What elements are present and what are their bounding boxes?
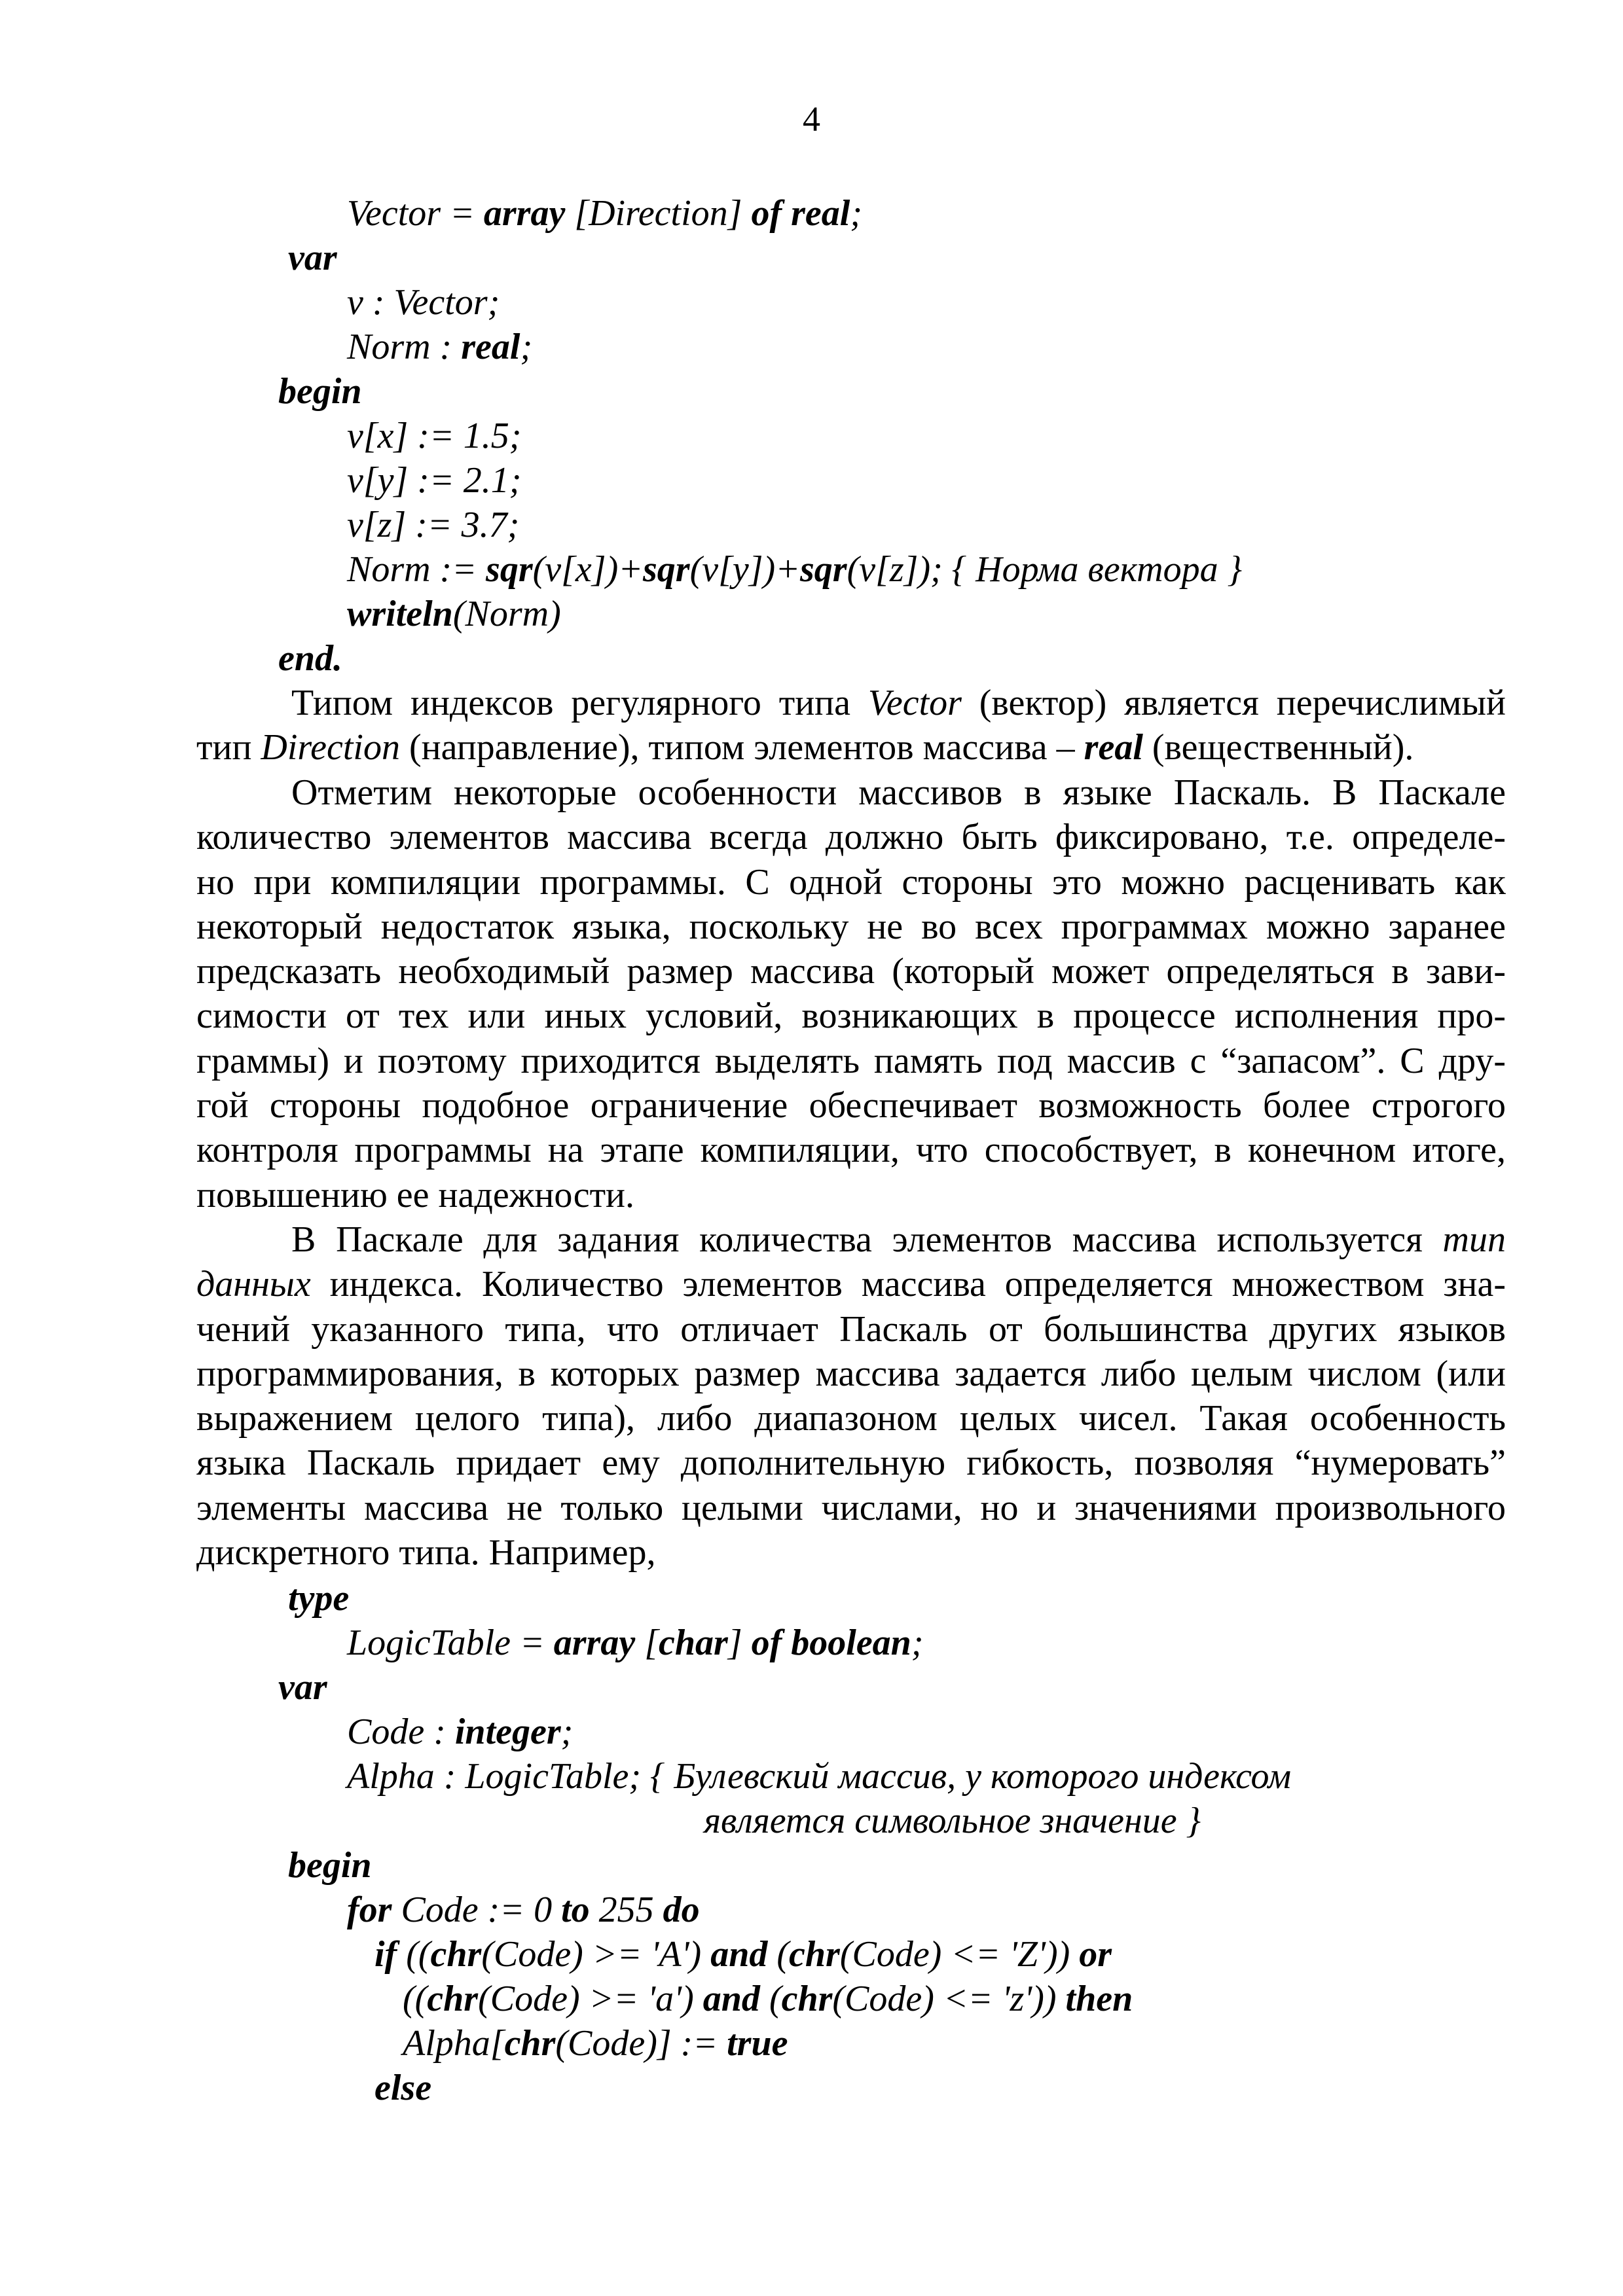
paragraph-line: предсказать необходимый размер массива (который может определяться в зави- <box>196 951 1506 992</box>
code-line: if ((chr(Code) >= 'A') and (chr(Code) <= 'Z')) or <box>374 1934 1112 1975</box>
code-line: Norm := sqr(v[x])+sqr(v[y])+sqr(v[z]); { Норма вектора } <box>347 549 1243 590</box>
page-number: 4 <box>803 99 820 139</box>
paragraph-line: данных индекса. Количество элементов массива определяется множеством зна- <box>196 1264 1506 1305</box>
code-line: var <box>288 238 337 278</box>
paragraph-line: дискретного типа. Например, <box>196 1532 656 1573</box>
paragraph-line: чений указанного типа, что отличает Паскаль от большинства других языков <box>196 1308 1506 1350</box>
code-line: writeln(Norm) <box>347 594 561 634</box>
code-line: Code : integer; <box>347 1712 574 1752</box>
code-line: Alpha : LogicTable; { Булевский массив, у которого индексом <box>347 1756 1292 1797</box>
code-line: является символьное значение } <box>704 1801 1201 1841</box>
code-line: else <box>374 2068 432 2108</box>
paragraph-line: элементы массива не только целыми числами, но и значениями произвольного <box>196 1487 1506 1528</box>
paragraph-line: повышению ее надежности. <box>196 1174 635 1215</box>
code-line: begin <box>278 371 362 412</box>
code-line: end. <box>278 638 342 679</box>
paragraph-line: количество элементов массива всегда должно быть фиксировано, т.е. определе- <box>196 817 1506 858</box>
paragraph-line: выражением целого типа), либо диапазоном целых чисел. Такая особенность <box>196 1398 1506 1439</box>
paragraph-1 <box>196 681 1506 770</box>
paragraph-line: но при компиляции программы. С одной стороны это можно расценивать как <box>196 861 1506 903</box>
code-line: v[y] := 2.1; <box>347 460 522 501</box>
paragraph-line: гой стороны подобное ограничение обеспечивает возможность более строгого <box>196 1085 1506 1126</box>
code-line: ((chr(Code) >= 'a') and (chr(Code) <= 'z')) then <box>403 1979 1133 2019</box>
paragraph-line: тип Direction (направление), типом элементов массива – real (вещественный). <box>196 727 1414 768</box>
paragraph-line: Отметим некоторые особенности массивов в языке Паскаль. В Паскале <box>291 772 1506 813</box>
code-line: v : Vector; <box>347 282 500 323</box>
paragraph-line: симости от тех или иных условий, возникающих в процессе исполнения про- <box>196 996 1506 1037</box>
paragraph-3 <box>196 1217 1506 1575</box>
code-line: Alpha[chr(Code)] := true <box>403 2023 788 2064</box>
paragraph-line: контроля программы на этапе компиляции, что способствует, в конечном итоге, <box>196 1130 1506 1171</box>
code-line: Norm : real; <box>347 327 533 367</box>
code-line: v[x] := 1.5; <box>347 416 522 456</box>
code-line: Vector = array [Direction] of real; <box>347 193 862 234</box>
code-line: for Code := 0 to 255 do <box>347 1890 700 1930</box>
paragraph-line: граммы) и поэтому приходится выделять память под массив с “запасом”. С дру- <box>196 1040 1506 1081</box>
code-line: v[z] := 3.7; <box>347 505 520 545</box>
code-line: LogicTable = array [char] of boolean; <box>347 1623 924 1663</box>
code-line: type <box>288 1578 350 1619</box>
paragraph-line: программирования, в которых размер массива задается либо целым числом (или <box>196 1353 1506 1394</box>
paragraph-line: Типом индексов регулярного типа Vector (вектор) является перечислимый <box>291 683 1506 723</box>
paragraph-line: некоторый недостаток языка, поскольку не во всех программах можно заранее <box>196 906 1506 947</box>
paragraph-line: языка Паскаль придает ему дополнительную гибкость, позволяя “нумеровать” <box>196 1443 1506 1484</box>
paragraph-line: В Паскале для задания количества элементов массива используется тип <box>291 1219 1506 1260</box>
paragraph-2 <box>196 770 1506 1217</box>
code-line: var <box>278 1667 327 1708</box>
code-line: begin <box>288 1845 372 1886</box>
